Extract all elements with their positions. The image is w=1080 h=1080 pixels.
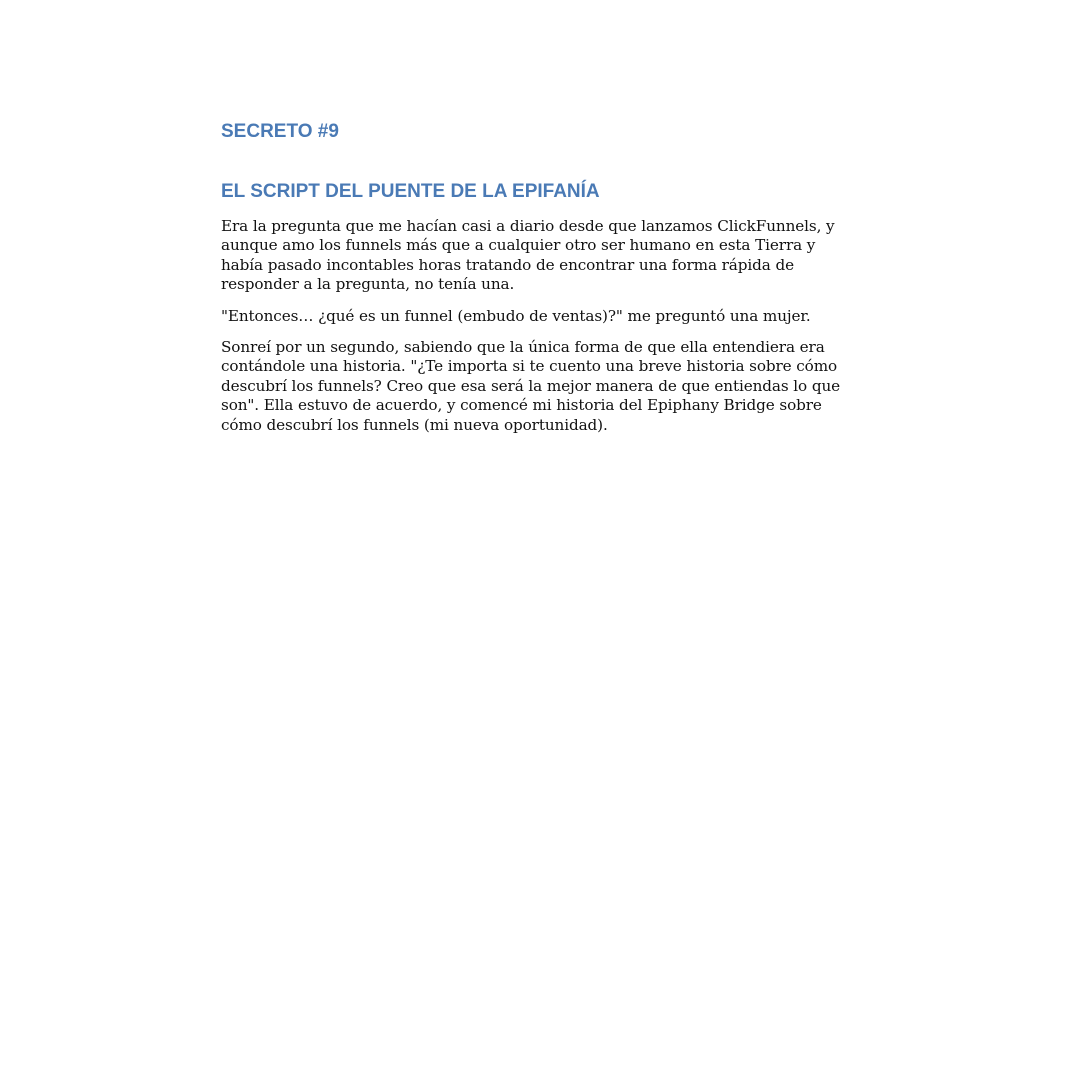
body-paragraph-1: Era la pregunta que me hacían casi a diario desde que lanzamos ClickFunnels, y aunque amo los funnels más que a cualquier otro ser humano en esta Tierra y había pasado incontables horas tratando de encontrar una forma rápida de responder a la pregunta, no tenía una. [221, 217, 835, 294]
secret-label: SECRETO #9 [221, 121, 339, 142]
body-paragraph-3: Sonreí por un segundo, sabiendo que la única forma de que ella entendiera era contándole una historia. "¿Te importa si te cuento una breve historia sobre cómo descubrí los funnels? Creo que esa será la mejor manera de que entiendas lo que son". Ella estuvo de acuerdo, y comencé mi historia del Epiphany Bridge sobre cómo descubrí los funnels (mi nueva oportunidad). [221, 338, 841, 434]
document-page [221, 118, 861, 435]
body-paragraph-2: "Entonces… ¿qué es un funnel (embudo de ventas)?" me preguntó una mujer. [221, 306, 811, 325]
chapter-title: EL SCRIPT DEL PUENTE DE LA EPIFANÍA [221, 181, 600, 202]
